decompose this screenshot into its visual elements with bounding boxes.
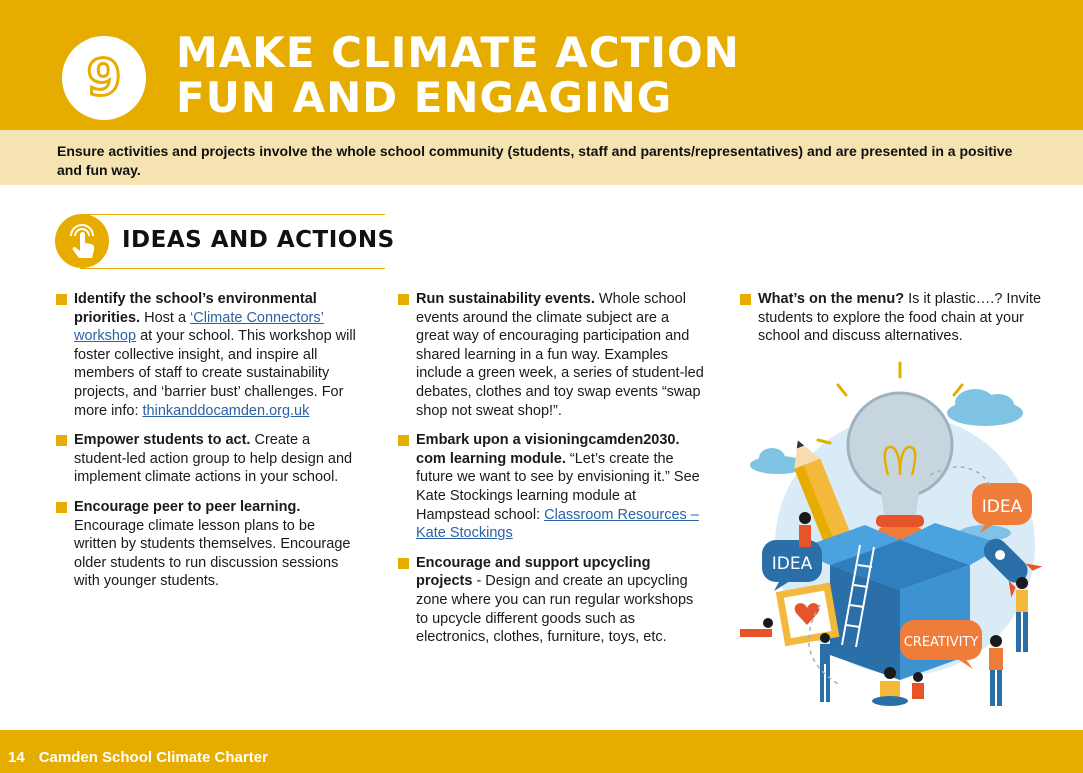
list-item bbox=[398, 554, 704, 647]
bullet-square bbox=[398, 435, 409, 446]
item-text: Is it plastic….? Invite students to explore the food chain at your school and discuss alternatives. bbox=[758, 291, 1042, 345]
page-title-line-2: FUN AND ENGAGING bbox=[176, 73, 673, 122]
bullet-square bbox=[398, 294, 409, 305]
list-item bbox=[740, 290, 1050, 346]
column-1 bbox=[56, 290, 356, 602]
bullet-square bbox=[398, 558, 409, 569]
item-heading: Identify the school’s environmental priorities. bbox=[74, 291, 317, 326]
item-heading: Embark upon a visioningcamden2030. com learning module. bbox=[416, 432, 680, 467]
thinkanddocamden-link[interactable]: thinkanddocamden.org.uk bbox=[142, 402, 310, 419]
list-item bbox=[56, 431, 356, 487]
item-heading: Run sustainability events. bbox=[416, 291, 595, 307]
item-text: “Let’s create the future we want to see by envisioning it.” See Kate Stockings learning module at Hampstead school: bbox=[416, 450, 700, 523]
list-item bbox=[56, 290, 356, 420]
list-item bbox=[56, 498, 356, 591]
bullet-square bbox=[740, 294, 751, 305]
lightbulb-box-illustration bbox=[730, 355, 1070, 715]
item-text: - Design and create an upcycling zone where you can run regular workshops to upcycle different goods such as electronics, clothes, furniture, toys, etc. bbox=[416, 573, 694, 646]
item-heading: What’s on the menu? bbox=[758, 291, 905, 307]
item-text: Encourage climate lesson plans to be written by students themselves. Encourage older students to run discussion sessions with younger students. bbox=[74, 517, 351, 590]
climate-connectors-link[interactable]: ‘Climate Connectors’ workshop bbox=[74, 309, 324, 345]
page-number: 14 bbox=[8, 749, 25, 766]
section-number: 9 bbox=[86, 49, 122, 107]
column-2 bbox=[398, 290, 704, 658]
classroom-resources-link[interactable]: Classroom Resources – Kate Stockings bbox=[416, 506, 699, 542]
list-item bbox=[398, 290, 704, 420]
section-heading: IDEAS AND ACTIONS bbox=[122, 227, 395, 253]
footer-text bbox=[8, 749, 268, 766]
page-title-line-1: MAKE CLIMATE ACTION bbox=[176, 28, 740, 77]
page-title bbox=[176, 30, 740, 120]
illustration-graphic bbox=[730, 355, 1070, 715]
heading-rule-bottom bbox=[80, 268, 385, 269]
item-text: Host a bbox=[140, 309, 191, 326]
intro-text: Ensure activities and projects involve the whole school community (students, staff and parents/representatives) and are presented in a positive and fun way. bbox=[57, 143, 1013, 178]
hand-tap-icon bbox=[55, 214, 109, 268]
list-item bbox=[398, 431, 704, 543]
item-text: at your school. This workshop will foster collective insight, and inspire all members of staff to create sustainability projects, and ‘barrier bust’ challenges. For more info: bbox=[74, 328, 356, 419]
bullet-square bbox=[56, 502, 67, 513]
document-title: Camden School Climate Charter bbox=[38, 749, 268, 766]
page-footer bbox=[0, 730, 1083, 773]
idea-bubble-right: IDEA bbox=[981, 497, 1023, 517]
item-heading: Encourage peer to peer learning. bbox=[74, 498, 301, 515]
section-number-badge bbox=[62, 36, 146, 120]
heading-rule-top bbox=[80, 214, 385, 215]
item-text: Whole school events around the climate subject are a great way of encouraging participation and shared learning in a fun way. Examples include a green week, a series of student-led debates, clothes and toy swap events “swap shop not sweat shop!”. bbox=[416, 291, 704, 419]
bullet-square bbox=[56, 435, 67, 446]
column-3 bbox=[740, 290, 1050, 357]
page-header bbox=[0, 0, 1083, 130]
intro-band bbox=[0, 130, 1083, 185]
idea-bubble-left: IDEA bbox=[771, 554, 813, 574]
item-text: Create a student-led action group to help design and implement climate actions in your school. bbox=[74, 432, 353, 486]
item-heading: Encourage and support upcycling projects bbox=[416, 554, 651, 590]
creativity-bubble: CREATIVITY bbox=[903, 635, 979, 650]
bullet-square bbox=[56, 294, 67, 305]
item-heading: Empower students to act. bbox=[74, 432, 251, 449]
